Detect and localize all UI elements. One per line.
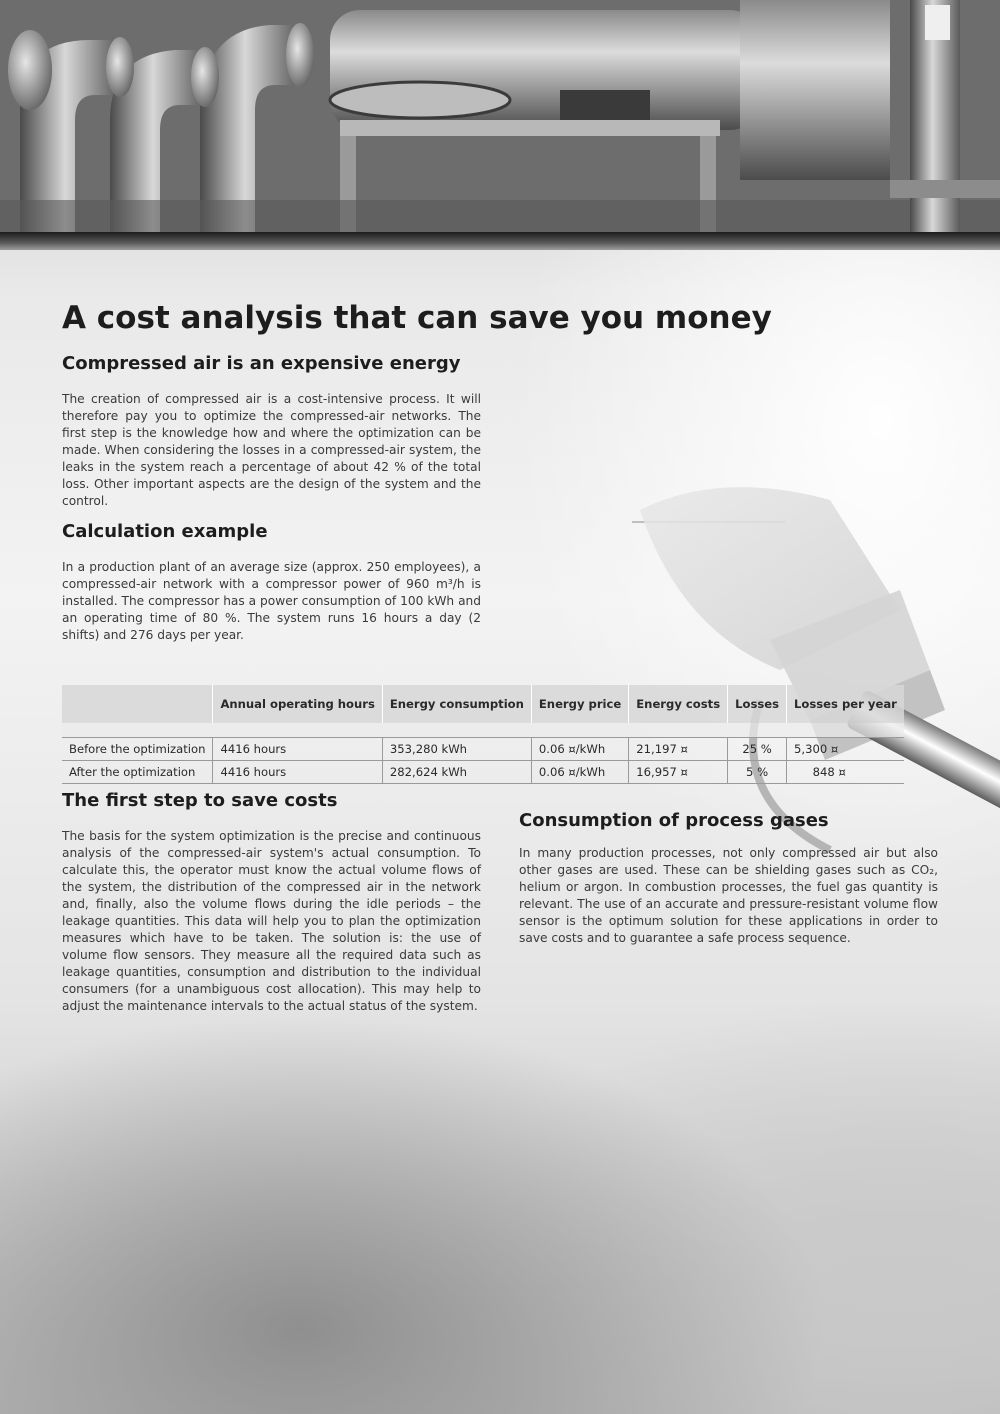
table-header-cell: Losses xyxy=(728,685,787,723)
table-cell: 0.06 ¤/kWh xyxy=(531,738,628,761)
table-header-cell: Energy price xyxy=(531,685,628,723)
page-title: A cost analysis that can save you money xyxy=(62,300,772,336)
table-spacer xyxy=(62,723,904,738)
table-cell: 5 % xyxy=(728,761,787,784)
table-header-cell xyxy=(62,685,213,723)
table-header-cell: Energy costs xyxy=(629,685,728,723)
table-cell: 848 ¤ xyxy=(787,761,904,784)
table-cell: 353,280 kWh xyxy=(382,738,531,761)
text-first-step: The basis for the system optimization is the precise and continuous analysis of the compressed-air system's actual consumption. To calculate this, the operator must know the actual volume flows of the system, the distribution of the compressed air in the network and, finally, also the volume flows during the idle periods – the leakage quantities. This data will help you to plan the optimization measures which have to be taken. The solution is: the use of volume flow sensors. They measure all the required data such as leakage quantities, consumption and distribution to the individual consumers (for a unambiguous cost allocation). This may help to adjust the maintenance intervals to the actual status of the system. xyxy=(62,829,481,1013)
heading-expensive-energy: Compressed air is an expensive energy xyxy=(62,353,461,374)
table-cell: 4416 hours xyxy=(213,738,382,761)
table-cell: After the optimization xyxy=(62,761,213,784)
table-cell: 4416 hours xyxy=(213,761,382,784)
header-divider xyxy=(0,232,1000,250)
heading-calculation-example: Calculation example xyxy=(62,521,268,542)
table-header-cell: Energy consumption xyxy=(382,685,531,723)
text-calculation-example: In a production plant of an average size (approx. 250 employees), a compressed-air network with a compressor power of 960 m³/h is installed. The compressor has a power consumption of 100 kWh and an operating time of 80 %. The system runs 16 hours a day (2 shifts) and 276 days per year. xyxy=(62,560,481,642)
table-cell: 5,300 ¤ xyxy=(787,738,904,761)
table-row xyxy=(62,761,904,784)
text-process-gases: In many production processes, not only compressed air but also other gases are used. These can be shielding gases such as CO₂, helium or argon. In combustion processes, the fuel gas quantity is relevant. The use of an accurate and pressure-resistant volume flow sensor is the optimum solution for these applications in order to save costs and to guarantee a safe process sequence. xyxy=(519,846,938,945)
text-expensive-energy: The creation of compressed air is a cost-intensive process. It will therefore pay you to optimize the compressed-air networks. The first step is the knowledge how and where the optimization can be made. When considering the losses in a compressed-air system, the leaks in the system reach a percentage of about 42 % of the total loss. Other important aspects are the design of the system and the control. xyxy=(62,392,481,508)
heading-first-step: The first step to save costs xyxy=(62,790,338,811)
table-cell: 21,197 ¤ xyxy=(629,738,728,761)
table-row xyxy=(62,738,904,761)
table-cell: Before the optimization xyxy=(62,738,213,761)
table-header-cell: Annual operating hours xyxy=(213,685,382,723)
cost-comparison-table xyxy=(62,685,904,784)
table-cell: 0.06 ¤/kWh xyxy=(531,761,628,784)
compressor-photo-icon xyxy=(0,0,1000,235)
table-header-row xyxy=(62,685,904,723)
heading-process-gases: Consumption of process gases xyxy=(519,810,829,831)
table-cell: 16,957 ¤ xyxy=(629,761,728,784)
table-cell: 25 % xyxy=(728,738,787,761)
table-header-cell: Losses per year xyxy=(787,685,904,723)
table-cell: 282,624 kWh xyxy=(382,761,531,784)
header-photo xyxy=(0,0,1000,235)
